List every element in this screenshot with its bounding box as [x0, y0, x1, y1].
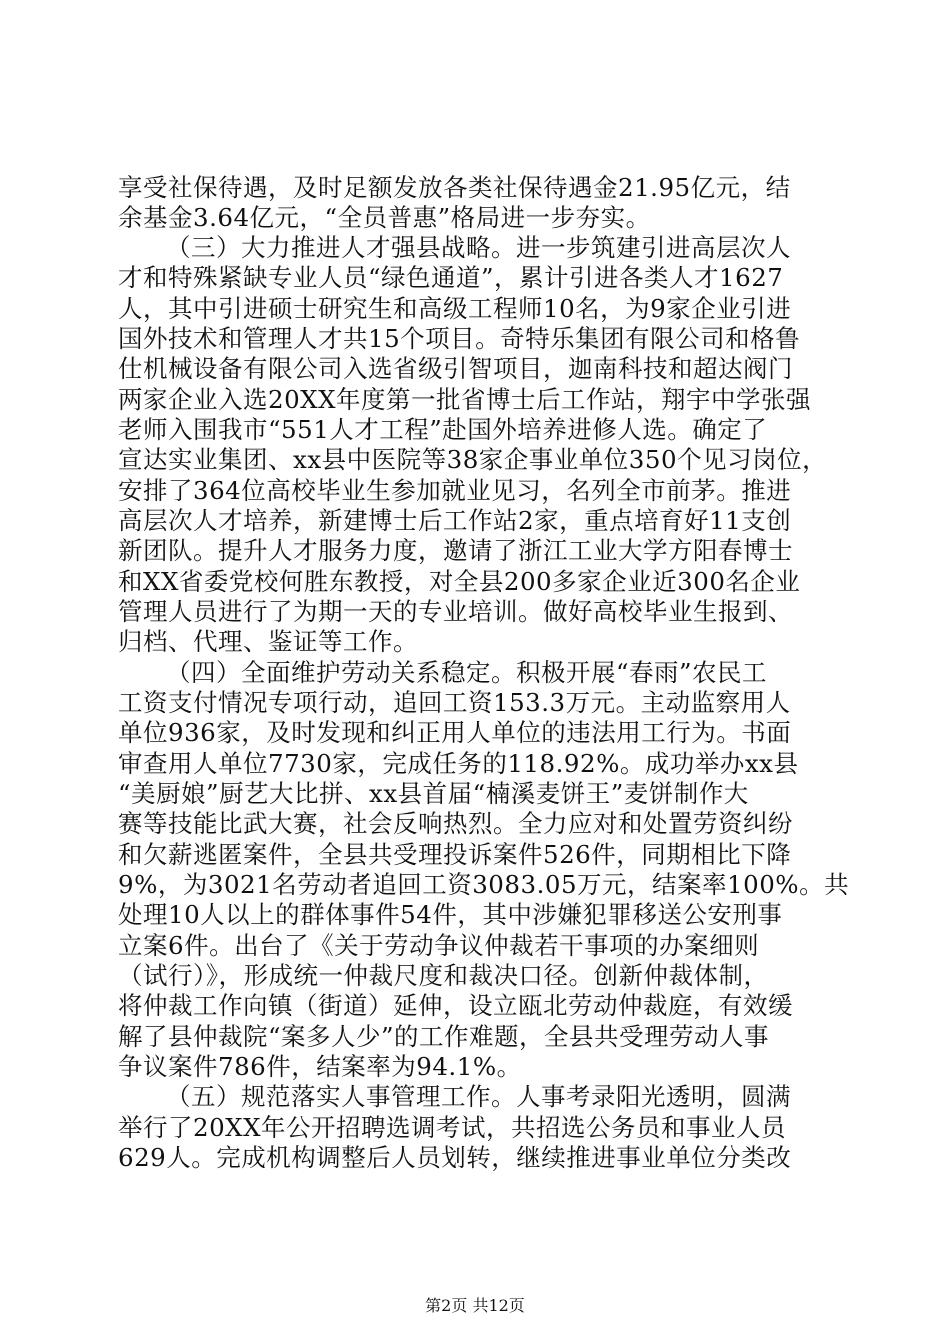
text-line: （试行）》，形成统一仲裁尺度和裁决口径。创新仲裁体制，	[118, 961, 769, 990]
text-line: 宣达实业集团、xx县中医院等38家企事业单位350个见习岗位，	[118, 445, 828, 474]
text-line: 工资支付情况专项行动，追回工资153.3万元。主动监察用人	[118, 688, 791, 717]
text-line: 安排了364位高校毕业生参加就业见习，名列全市前茅。推进	[118, 476, 792, 505]
paragraph-heading-3: （三）大力推进人才强县战略。进一步筑建引进高层次人	[166, 233, 791, 262]
text-line: 举行了20XX年公开招聘选调考试，共招选公务员和事业人员	[118, 1113, 787, 1142]
text-line: 将仲裁工作向镇（街道）延伸，设立瓯北劳动仲裁庭，有效缓	[118, 991, 793, 1020]
text-line: 审查用人单位7730家，完成任务的118.92%。成功举办xx县	[118, 749, 799, 778]
text-line: 高层次人才培养，新建博士后工作站2家，重点培育好11支创	[118, 506, 792, 535]
text-line: 9%，为3021名劳动者追回工资3083.05万元，结案率100%。共	[118, 870, 850, 899]
text-line: 处理10人以上的群体事件54件，其中涉嫌犯罪移送公安刑事	[118, 900, 783, 929]
text-line: 享受社保待遇，及时足额发放各类社保待遇金21.95亿元，结	[118, 173, 791, 202]
text-line: 立案6件。出台了《关于劳动争议仲裁若干事项的办案细则	[118, 931, 760, 960]
text-line: 单位936家，及时发现和纠正用人单位的违法用工行为。书面	[118, 718, 792, 747]
text-line: 仕机械设备有限公司入选省级引智项目，迦南科技和超达阀门	[118, 354, 793, 383]
text-line: 才和特殊紧缺专业人员“绿色通道”，累计引进各类人才1627	[118, 263, 784, 292]
page-footer: 第2页 共12页	[425, 1296, 525, 1315]
text-line: 人，其中引进硕士研究生和高级工程师10名，为9家企业引进	[118, 294, 792, 323]
text-line: 争议案件786件，结案率为94.1%。	[118, 1052, 522, 1081]
text-line: “美厨娘”厨艺大比拼、xx县首届“楠溪麦饼王”麦饼制作大	[118, 779, 749, 808]
text-line: 赛等技能比武大赛，社会反响热烈。全力应对和处置劳资纠纷	[118, 809, 793, 838]
text-line: 新团队。提升人才服务力度，邀请了浙江工业大学方阳春博士	[118, 536, 793, 565]
text-line: 归档、代理、鉴证等工作。	[118, 627, 418, 656]
text-line: 解了县仲裁院“案多人少”的工作难题，全县共受理劳动人事	[118, 1022, 770, 1051]
text-line: 老师入围我市“551人才工程”赴国外培养进修人选。确定了	[118, 415, 768, 444]
text-line: 国外技术和管理人才共15个项目。奇特乐集团有限公司和格鲁	[118, 324, 801, 353]
text-line: 和欠薪逃匿案件，全县共受理投诉案件526件，同期相比下降	[118, 840, 792, 869]
paragraph-heading-4: （四）全面维护劳动关系稳定。积极开展“春雨”农民工	[166, 658, 768, 687]
text-line: 629人。完成机构调整后人员划转，继续推进事业单位分类改	[118, 1143, 792, 1172]
text-line: 和XX省委党校何胜东教授，对全县200多家企业近300名企业	[118, 567, 801, 596]
text-line: 两家企业入选20XX年度第一批省博士后工作站，翔宇中学张强	[118, 385, 812, 414]
text-line: 余基金3.64亿元，“全员普惠”格局进一步夯实。	[118, 203, 651, 232]
paragraph-heading-5: （五）规范落实人事管理工作。人事考录阳光透明，圆满	[166, 1082, 791, 1111]
text-line: 管理人员进行了为期一天的专业培训。做好高校毕业生报到、	[118, 597, 793, 626]
